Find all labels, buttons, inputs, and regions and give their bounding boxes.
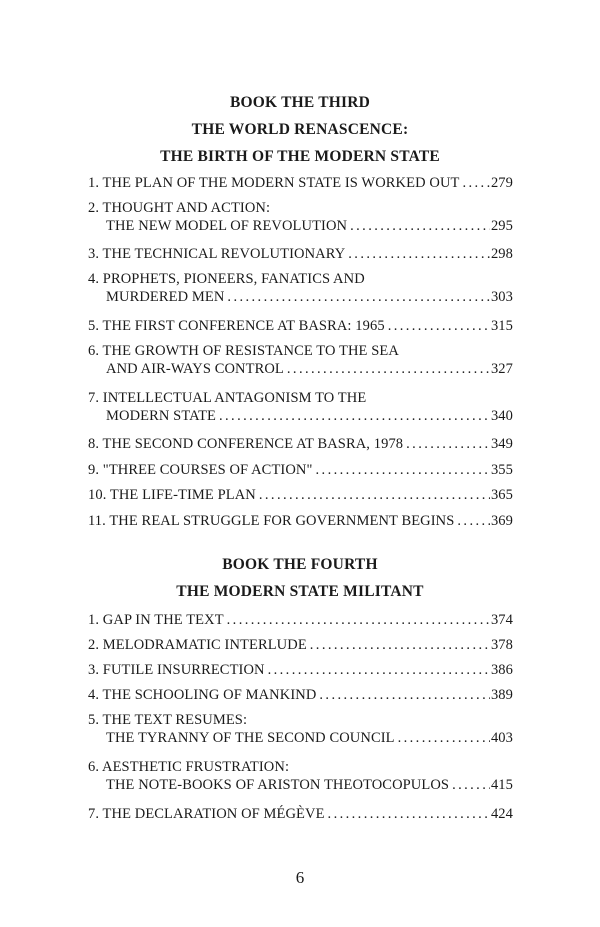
- toc-page-number: 315: [490, 318, 513, 334]
- toc-line: [88, 360, 513, 378]
- toc-entry: [88, 758, 513, 794]
- toc-entry: [88, 317, 513, 335]
- toc-page-number: 279: [490, 175, 513, 191]
- dot-leader: [219, 407, 490, 425]
- toc-line: [88, 174, 513, 192]
- toc-entry: [88, 270, 513, 306]
- toc-page-number: 386: [490, 662, 513, 678]
- dot-leader: [398, 729, 490, 747]
- toc-page-number: 424: [490, 806, 513, 822]
- dot-leader: [268, 661, 490, 679]
- toc-line: [88, 435, 513, 453]
- toc-line: [88, 661, 513, 679]
- toc-page-number: 374: [490, 612, 513, 628]
- dot-leader: [462, 174, 489, 192]
- dot-leader: [287, 360, 490, 378]
- toc-title: 3. THE TECHNICAL REVOLUTIONARY: [88, 246, 346, 262]
- toc-line: [88, 407, 513, 425]
- dot-leader: [259, 486, 490, 504]
- toc-entry: [88, 486, 513, 504]
- page-number: 6: [295, 868, 305, 887]
- dot-leader: [319, 686, 490, 704]
- dot-leader: [388, 317, 490, 335]
- book-three-heading: BOOK THE THIRD: [229, 94, 371, 111]
- toc-page-number: 295: [490, 218, 513, 234]
- dot-leader: [227, 288, 490, 306]
- toc-page-number: 355: [490, 462, 513, 478]
- toc-line: [88, 758, 513, 776]
- toc-page-number: 389: [490, 687, 513, 703]
- toc-title: THE NOTE-BOOKS OF ARISTON THEOTOCOPULOS: [106, 777, 450, 793]
- toc-entry: [88, 686, 513, 704]
- toc-title: THE TYRANNY OF THE SECOND COUNCIL: [106, 730, 395, 746]
- toc-page-number: 303: [490, 289, 513, 305]
- toc-page-number: 403: [490, 730, 513, 746]
- toc-page-number: 298: [490, 246, 513, 262]
- toc-entry: [88, 389, 513, 425]
- toc-line: [88, 711, 513, 729]
- toc-title: 1. THE PLAN OF THE MODERN STATE IS WORKED OUT: [88, 175, 460, 191]
- toc-entry: [88, 512, 513, 530]
- toc-title: THE NEW MODEL OF REVOLUTION: [106, 218, 348, 234]
- toc-title: 4. THE SCHOOLING OF MANKIND: [88, 687, 317, 703]
- toc-line: [88, 389, 513, 407]
- dot-leader: [316, 461, 490, 479]
- toc-entry: [88, 611, 513, 629]
- toc-title: 8. THE SECOND CONFERENCE AT BASRA, 1978: [88, 436, 404, 452]
- toc-title: 10. THE LIFE-TIME PLAN: [88, 487, 256, 503]
- toc-entry: [88, 461, 513, 479]
- toc-entry: [88, 636, 513, 654]
- dot-leader: [310, 636, 490, 654]
- toc-line: [88, 611, 513, 629]
- toc-title: 6. THE GROWTH OF RESISTANCE TO THE SEA: [88, 343, 399, 359]
- toc-title: 6. AESTHETIC FRUSTRATION:: [88, 759, 290, 775]
- toc-entry: [88, 245, 513, 263]
- toc-line: [88, 217, 513, 235]
- dot-leader: [348, 245, 490, 263]
- toc-title: MURDERED MEN: [106, 289, 225, 305]
- toc-title: 11. THE REAL STRUGGLE FOR GOVERNMENT BEGINS: [88, 513, 455, 529]
- dot-leader: [406, 435, 490, 453]
- toc-title: MODERN STATE: [106, 408, 216, 424]
- toc-title: 7. THE DECLARATION OF MÉGÈVE: [88, 806, 325, 822]
- book-four-heading: BOOK THE FOURTH: [222, 556, 378, 573]
- toc-line: [88, 686, 513, 704]
- toc-line: [88, 199, 513, 217]
- toc-entry: [88, 435, 513, 453]
- toc-entry: [88, 199, 513, 235]
- toc-title: 3. FUTILE INSURRECTION: [88, 662, 265, 678]
- toc-title: 5. THE TEXT RESUMES:: [88, 712, 248, 728]
- toc-title: 4. PROPHETS, PIONEERS, FANATICS AND: [88, 271, 365, 287]
- toc-page-number: 340: [490, 408, 513, 424]
- dot-leader: [227, 611, 490, 629]
- toc-line: [88, 342, 513, 360]
- toc-line: [88, 805, 513, 823]
- toc-title: AND AIR-WAYS CONTROL: [106, 361, 284, 377]
- toc-line: [88, 776, 513, 794]
- toc-line: [88, 636, 513, 654]
- toc-page-number: 365: [490, 487, 513, 503]
- toc-entry: [88, 661, 513, 679]
- dot-leader: [457, 512, 490, 530]
- toc-page-number: 415: [490, 777, 513, 793]
- toc-line: [88, 486, 513, 504]
- dot-leader: [350, 217, 490, 235]
- toc-entry: [88, 805, 513, 823]
- toc-title: 9. "THREE COURSES OF ACTION": [88, 462, 313, 478]
- toc-line: [88, 270, 513, 288]
- toc-line: [88, 317, 513, 335]
- toc-line: [88, 245, 513, 263]
- toc-page-number: 378: [490, 637, 513, 653]
- toc-entry: [88, 174, 513, 192]
- toc-title: 1. GAP IN THE TEXT: [88, 612, 224, 628]
- toc-page-number: 349: [490, 436, 513, 452]
- toc-line: [88, 288, 513, 306]
- dot-leader: [328, 805, 490, 823]
- toc-title: 7. INTELLECTUAL ANTAGONISM TO THE: [88, 390, 367, 406]
- toc-line: [88, 461, 513, 479]
- toc-title: 5. THE FIRST CONFERENCE AT BASRA: 1965: [88, 318, 385, 334]
- toc-title: 2. THOUGHT AND ACTION:: [88, 200, 271, 216]
- toc-page-number: 369: [490, 513, 513, 529]
- toc-entry: [88, 711, 513, 747]
- toc-page-number: 327: [490, 361, 513, 377]
- dot-leader: [452, 776, 490, 794]
- toc-entry: [88, 342, 513, 378]
- book-four-title: THE MODERN STATE MILITANT: [176, 583, 424, 600]
- toc-line: [88, 729, 513, 747]
- book-three-subtitle: THE BIRTH OF THE MODERN STATE: [160, 148, 440, 165]
- toc-title: 2. MELODRAMATIC INTERLUDE: [88, 637, 307, 653]
- toc-line: [88, 512, 513, 530]
- book-three-title: THE WORLD RENASCENCE:: [191, 121, 409, 138]
